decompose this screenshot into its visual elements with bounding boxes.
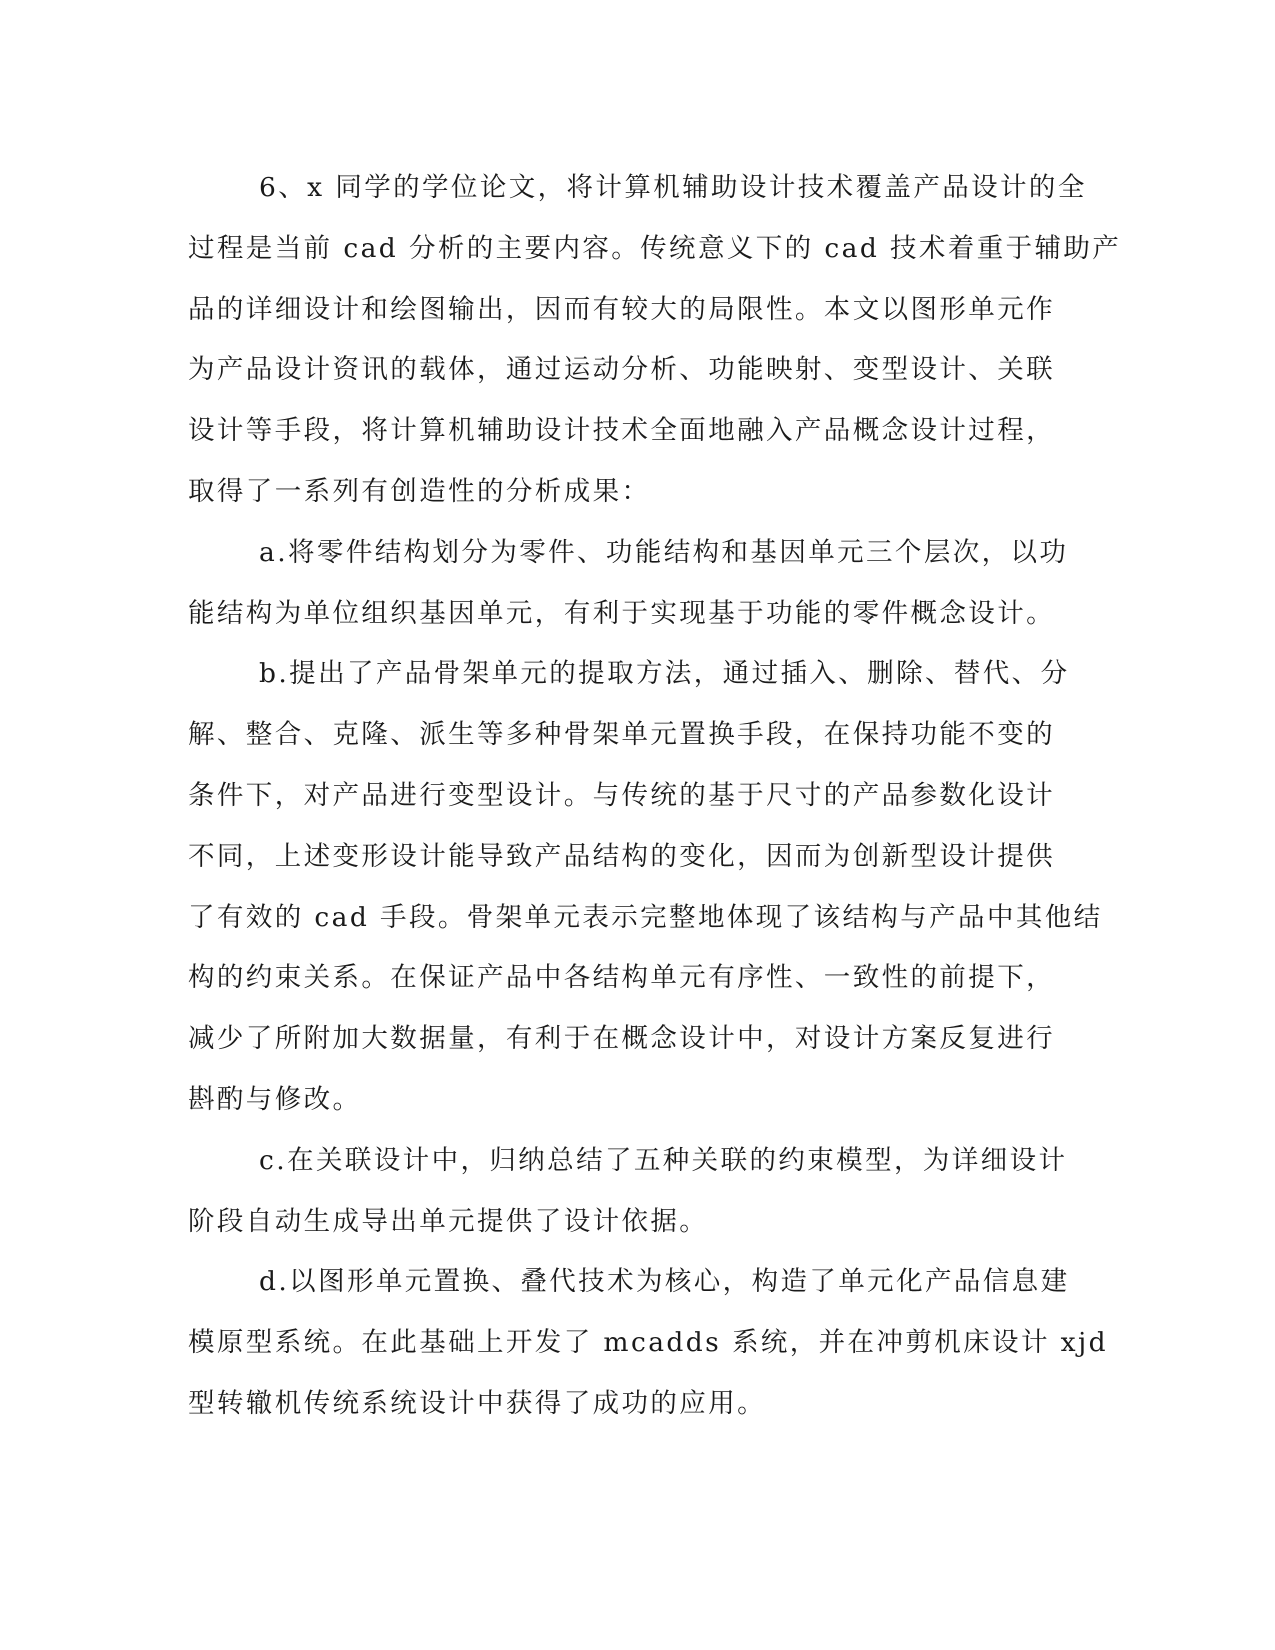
- text-line: 不同，上述变形设计能导致产品结构的变化，因而为创新型设计提供: [188, 840, 1055, 872]
- text-line: c.在关联设计中，归纳总结了五种关联的约束模型，为详细设计: [259, 1144, 1068, 1176]
- body-text: [188, 158, 1122, 1435]
- text-line: 型转辙机传统系统设计中获得了成功的应用。: [188, 1387, 766, 1419]
- text-line: 能结构为单位组织基因单元，有利于实现基于功能的零件概念设计。: [188, 597, 1055, 629]
- text-line: 解、整合、克隆、派生等多种骨架单元置换手段，在保持功能不变的: [188, 719, 1055, 751]
- text-line: 构的约束关系。在保证产品中各结构单元有序性、一致性的前提下，: [188, 962, 1055, 994]
- text-line: 取得了一系列有创造性的分析成果：: [188, 475, 651, 507]
- text-line: 了有效的 cad 手段。骨架单元表示完整地体现了该结构与产品中其他结: [188, 901, 1103, 933]
- text-line: 设计等手段，将计算机辅助设计技术全面地融入产品概念设计过程，: [188, 415, 1055, 447]
- text-line: 模原型系统。在此基础上开发了 mcadds 系统，并在冲剪机床设计 xjd: [188, 1327, 1108, 1359]
- text-line: 品的详细设计和绘图输出，因而有较大的局限性。本文以图形单元作: [188, 293, 1055, 325]
- text-line: 条件下，对产品进行变型设计。与传统的基于尺寸的产品参数化设计: [188, 779, 1055, 811]
- text-line: 斟酌与修改。: [188, 1083, 362, 1115]
- text-line: 过程是当前 cad 分析的主要内容。传统意义下的 cad 技术着重于辅助产: [188, 232, 1122, 264]
- text-line: d.以图形单元置换、叠代技术为核心，构造了单元化产品信息建: [259, 1266, 1070, 1298]
- text-line: 减少了所附加大数据量，有利于在概念设计中，对设计方案反复进行: [188, 1023, 1055, 1055]
- text-line: 6、x 同学的学位论文，将计算机辅助设计技术覆盖产品设计的全: [259, 172, 1087, 203]
- text-line: a.将零件结构划分为零件、功能结构和基因单元三个层次，以功: [259, 536, 1069, 568]
- text-line: 为产品设计资讯的载体，通过运动分析、功能映射、变型设计、关联: [188, 354, 1055, 386]
- text-line: 阶段自动生成导出单元提供了设计依据。: [188, 1205, 709, 1237]
- text-line: b.提出了产品骨架单元的提取方法，通过插入、删除、替代、分: [259, 658, 1070, 690]
